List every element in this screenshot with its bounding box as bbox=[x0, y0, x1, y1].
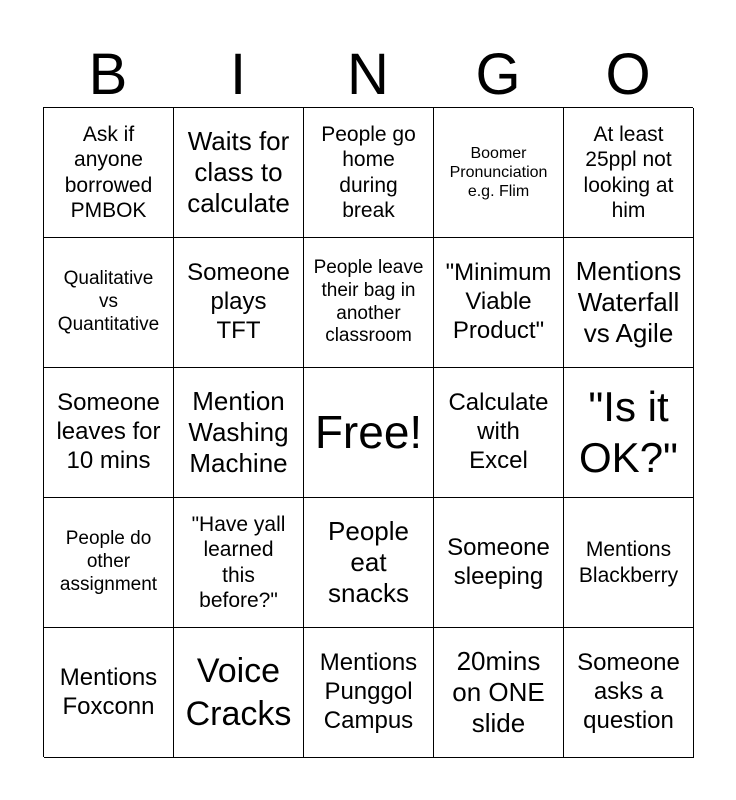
bingo-cell[interactable]: Someone sleeping bbox=[434, 498, 564, 628]
bingo-cell[interactable]: Mentions Blackberry bbox=[564, 498, 694, 628]
bingo-cell[interactable]: At least 25ppl not looking at him bbox=[564, 108, 694, 238]
bingo-cell[interactable]: Mentions Foxconn bbox=[44, 628, 174, 758]
bingo-cell[interactable]: "Have yall learned this before?" bbox=[174, 498, 304, 628]
bingo-cell[interactable]: 20mins on ONE slide bbox=[434, 628, 564, 758]
header-letter-g: G bbox=[475, 42, 521, 107]
bingo-cell[interactable]: Someone asks a question bbox=[564, 628, 694, 758]
bingo-cell[interactable]: "Is it OK?" bbox=[564, 368, 694, 498]
bingo-cell[interactable]: Qualitative vs Quantitative bbox=[44, 238, 174, 368]
bingo-cell[interactable]: Waits for class to calculate bbox=[174, 108, 304, 238]
header-letter-i: I bbox=[229, 42, 247, 107]
header-letter-o: O bbox=[605, 42, 651, 107]
bingo-cell[interactable]: People eat snacks bbox=[304, 498, 434, 628]
bingo-cell[interactable]: Someone plays TFT bbox=[174, 238, 304, 368]
bingo-cell[interactable]: Someone leaves for 10 mins bbox=[44, 368, 174, 498]
bingo-cell[interactable]: Calculate with Excel bbox=[434, 368, 564, 498]
free-space-cell[interactable]: Free! bbox=[304, 368, 434, 498]
header-letter-n: N bbox=[347, 42, 389, 107]
bingo-cell[interactable]: People do other assignment bbox=[44, 498, 174, 628]
bingo-header bbox=[43, 44, 693, 106]
bingo-cell[interactable]: Boomer Pronunciation e.g. Flim bbox=[434, 108, 564, 238]
bingo-cell[interactable]: People go home during break bbox=[304, 108, 434, 238]
bingo-cell[interactable]: People leave their bag in another classroom bbox=[304, 238, 434, 368]
header-letter-b: B bbox=[88, 42, 128, 107]
bingo-cell[interactable]: Mentions Waterfall vs Agile bbox=[564, 238, 694, 368]
bingo-cell[interactable]: Mention Washing Machine bbox=[174, 368, 304, 498]
bingo-board bbox=[43, 107, 693, 757]
bingo-cell[interactable]: Ask if anyone borrowed PMBOK bbox=[44, 108, 174, 238]
bingo-cell[interactable]: Voice Cracks bbox=[174, 628, 304, 758]
bingo-cell[interactable]: "Minimum Viable Product" bbox=[434, 238, 564, 368]
bingo-cell[interactable]: Mentions Punggol Campus bbox=[304, 628, 434, 758]
